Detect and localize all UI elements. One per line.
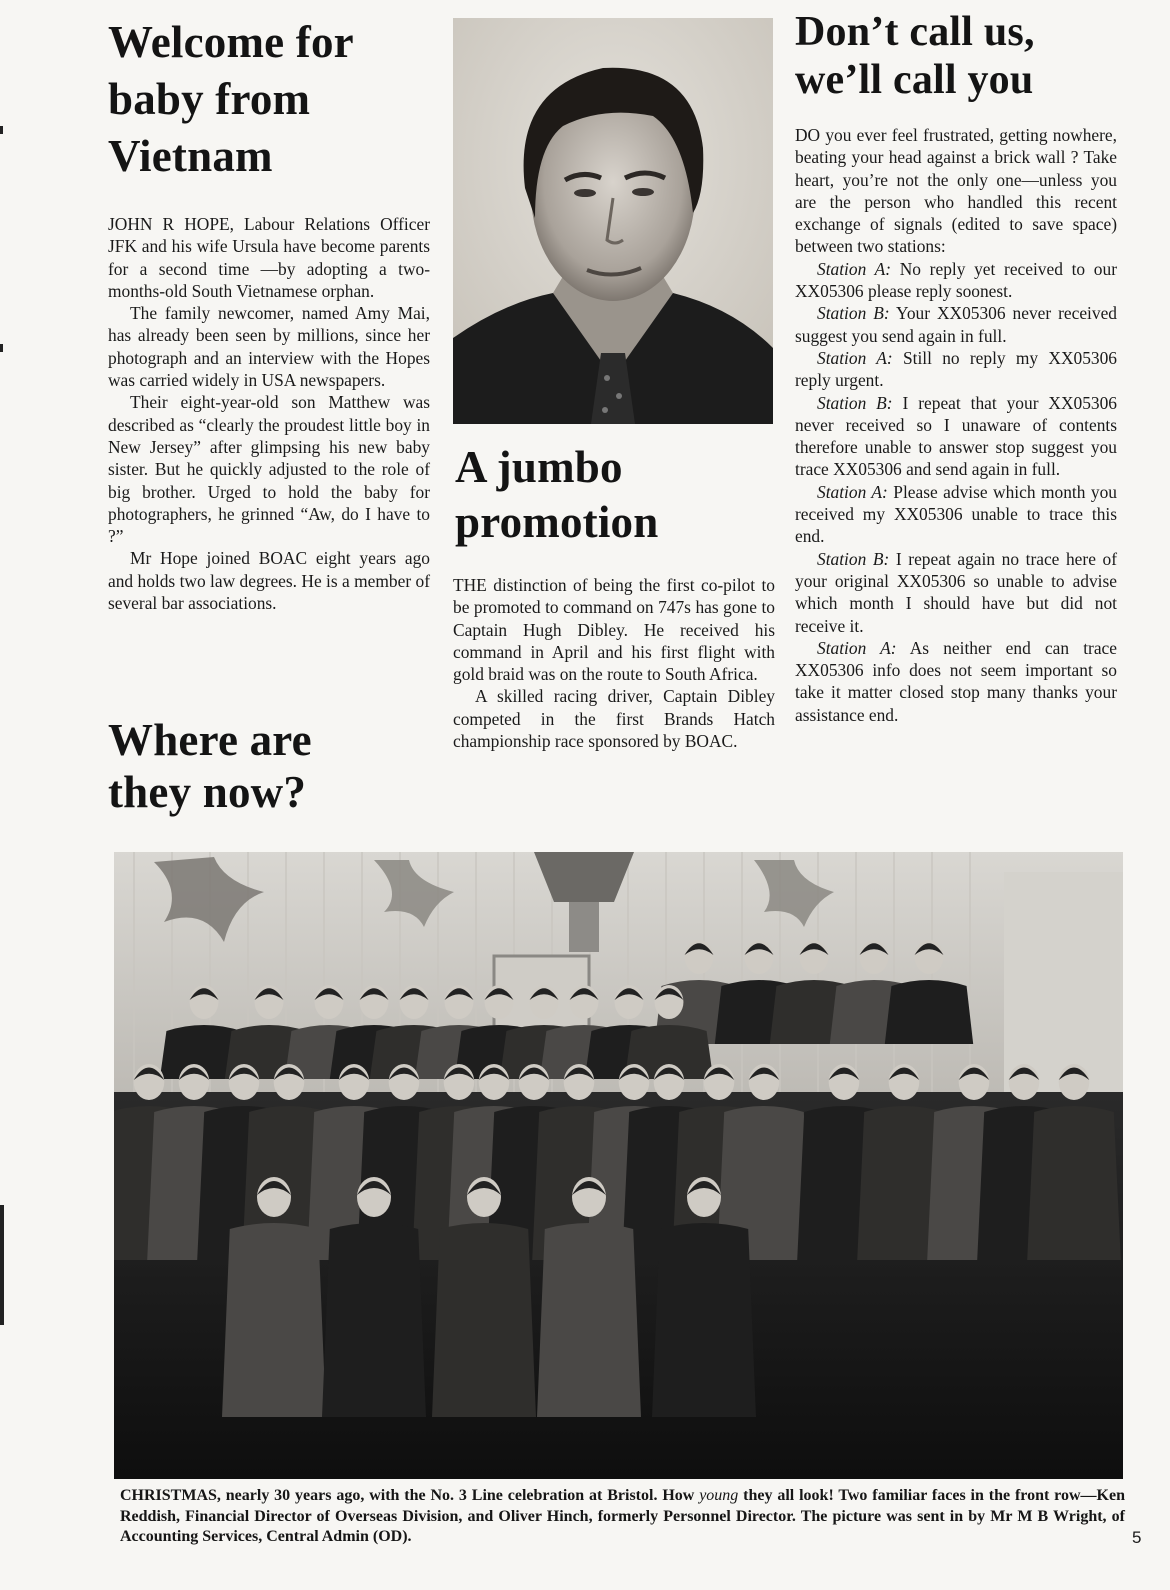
- paragraph: DO you ever feel frustrated, getting nowhere, beating your head against a brick wall ? Take heart, you’re not the only one—unless you are the person who handled this recent exchange of signals (edited to save space) between two stations:: [795, 125, 1117, 257]
- paragraph: A skilled racing driver, Captain Dibley competed in the first Brands Hatch championship race sponsored by BOAC.: [453, 686, 775, 752]
- headline-where-are-they-now: [108, 714, 430, 818]
- headline-line: baby from: [108, 74, 311, 124]
- headline-line: Where are: [108, 715, 312, 765]
- signal-text: No reply yet received to our XX05306 please reply soonest.: [795, 258, 1117, 302]
- caption-emphasis: young: [699, 1487, 739, 1504]
- article-welcome: [108, 14, 430, 614]
- headline-welcome: [108, 14, 430, 185]
- headline-line: promotion: [455, 497, 659, 547]
- signal-text: Still no reply my XX05306 reply urgent.: [795, 347, 1117, 391]
- article-body-welcome: [108, 213, 430, 614]
- paragraph: Mr Hope joined BOAC eight years ago and holds two law degrees. He is a member of several bar associations.: [108, 548, 430, 614]
- binding-edge-mark: [0, 344, 3, 352]
- station-label: Station A:: [817, 258, 892, 279]
- signal-line: [795, 258, 1117, 303]
- binding-edge-mark: [0, 126, 3, 134]
- headline-line: we’ll call you: [795, 57, 1034, 103]
- paragraph: The family newcomer, named Amy Mai, has already been seen by millions, since her photograph and an interview with the Hopes was carried widely in USA newspapers.: [108, 303, 430, 391]
- headline-line: Welcome for: [108, 17, 354, 67]
- station-label: Station B:: [817, 303, 890, 324]
- photo-caption: [120, 1486, 1125, 1548]
- article-body-dont-call-us: [795, 124, 1117, 726]
- headline-line: Vietnam: [108, 131, 273, 181]
- headline-line: they now?: [108, 767, 307, 817]
- signal-line: [795, 637, 1117, 726]
- signal-line: [795, 481, 1117, 548]
- headline-line: A jumbo: [455, 442, 623, 492]
- page-number: 5: [1132, 1528, 1142, 1547]
- headline-dont-call-us: [795, 8, 1117, 104]
- signal-line: [795, 347, 1117, 392]
- signal-text: I repeat again no trace here of your original XX05306 so unable to advise which month I should have but did not receive it.: [795, 548, 1117, 636]
- group-photo-image: [114, 852, 1123, 1479]
- signal-line: [795, 392, 1117, 481]
- signal-text: As neither end can trace XX05306 info does not seem important so take it matter closed stop many thanks your assistance end.: [795, 637, 1117, 725]
- article-jumbo: [453, 440, 775, 752]
- signal-line: [795, 548, 1117, 637]
- article-dont-call-us: [795, 8, 1117, 726]
- portrait-image: [453, 18, 773, 424]
- signal-text: Please advise which month you received my XX05306 unable to trace this end.: [795, 481, 1117, 547]
- signal-text: I repeat that your XX05306 never received so I unaware of contents therefore unable to answer stop suggest you trace XX05306 and send again in full.: [795, 392, 1117, 480]
- signal-text: Your XX05306 never received suggest you send again in full.: [795, 303, 1118, 346]
- station-label: Station A:: [817, 637, 897, 658]
- signal-line: [795, 302, 1117, 347]
- station-label: Station B:: [817, 548, 890, 569]
- portrait-photo: [453, 18, 773, 424]
- paragraph: THE distinction of being the first co-pilot to be promoted to command on 747s has gone to Captain Hugh Dibley. He received his command in April and his first flight with gold braid was on the route to South Africa.: [453, 575, 775, 685]
- headline-line: Don’t call us,: [795, 9, 1035, 55]
- article-body-jumbo: [453, 574, 775, 752]
- headline-jumbo: [455, 440, 775, 550]
- binding-edge-mark: [0, 1205, 4, 1325]
- caption-text: they all look! Two familiar faces in the front row—Ken Reddish, Financial Director of Overseas Division, and Oliver Hinch, formerly Personnel Director. The picture was sent in by Mr M B Wright, of Accounting Services, Central Admin (OD).: [120, 1487, 1125, 1545]
- station-label: Station B:: [817, 392, 893, 413]
- paragraph: Their eight-year-old son Matthew was described as “clearly the proudest little boy in New Jersey” after glimpsing his new baby sister. But he quickly adjusted to the role of big brother. Urged to hold the baby for photographers, he grinned “Aw, do I have to ?”: [108, 392, 430, 547]
- paragraph: JOHN R HOPE, Labour Relations Officer JFK and his wife Ursula have become parents for a second time —by adopting a two-months-old South Vietnamese orphan.: [108, 214, 430, 301]
- station-label: Station A:: [817, 347, 893, 368]
- caption-text: CHRISTMAS, nearly 30 years ago, with the No. 3 Line celebration at Bristol. How: [120, 1487, 700, 1504]
- station-label: Station A:: [817, 481, 888, 502]
- group-photo-christmas: [114, 852, 1123, 1479]
